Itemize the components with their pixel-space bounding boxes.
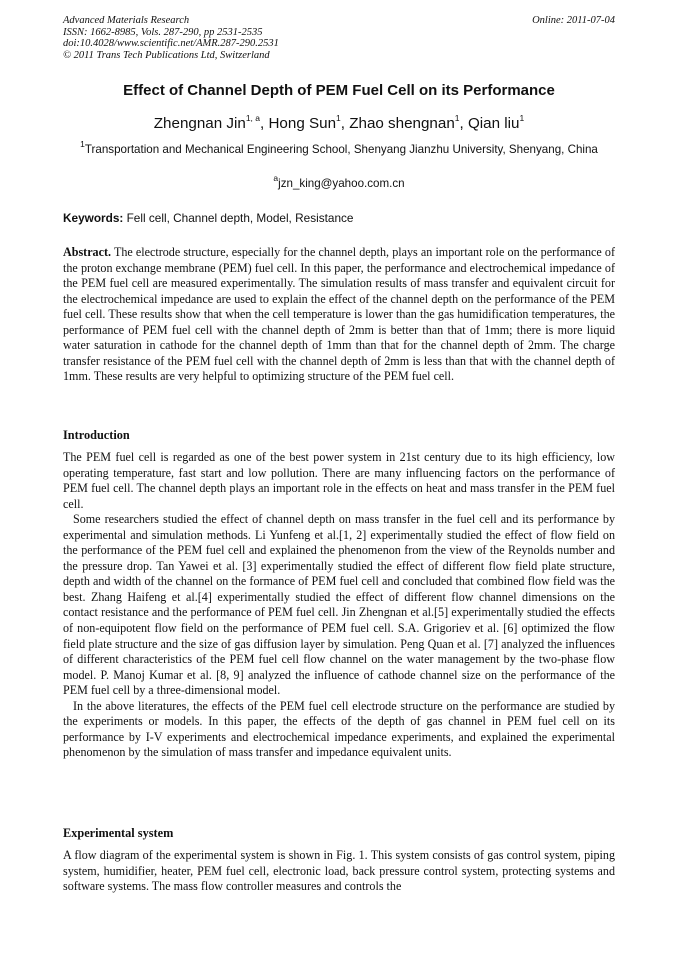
- doi-line: doi:10.4028/www.scientific.net/AMR.287-290.2531: [63, 38, 279, 49]
- journal-header: [63, 15, 615, 61]
- abstract-text: The electrode structure, especially for the channel depth, plays an important role on the performance of the proton exchange membrane (PEM) fuel cell. In this paper, the performance and electrochemical impedance of the PEM fuel cell are measured experimentally. The simulation results of mass transfer and equivalent circuit for the electrochemical impedance are used to explain the effect of the channel depth on the performance of the PEM fuel cell. These results show that when the cell temperature is lower than the gas humidification temperatures, the performance of PEM fuel cell with the channel depth of 2mm is better than that of 1mm; there is more liquid water saturation in cathode for the channel depth of 1mm than that for the channel depth of 2mm. The charge transfer resistance of the PEM fuel cell with the channel depth of 2mm is less than that with the channel depth of 1mm. These results are very helpful to optimizing structure of the PEM fuel cell.: [63, 245, 615, 384]
- experimental-body: [63, 848, 615, 895]
- abstract: [63, 245, 615, 385]
- journal-name: Advanced Materials Research: [63, 15, 190, 26]
- author-list: [40, 114, 638, 132]
- copyright-line: © 2011 Trans Tech Publications Ltd, Switzerland: [63, 49, 270, 61]
- keywords-text: Fell cell, Channel depth, Model, Resistance: [123, 211, 354, 225]
- intro-paragraph: The PEM fuel cell is regarded as one of the best power system in 21st century due to its high efficiency, low operating temperature, fast start and low pollution. There are many influencing factors on the performance of PEM fuel cell. The channel depth plays an important role in the effects on heat and mass transfer in the PEM fuel cell.: [63, 450, 615, 511]
- experimental-paragraph: A flow diagram of the experimental system is shown in Fig. 1. This system consists of gas control system, piping system, humidifier, heater, PEM fuel cell, electronic load, back pressure control system, protecting systems and software systems. The mass flow controller measures and controls the: [63, 848, 615, 894]
- paper-title: Effect of Channel Depth of PEM Fuel Cell on its Performance: [123, 82, 555, 99]
- author-email: $^a$jzn_king@yahoo.com.cn: [273, 173, 405, 190]
- keywords-label: Keywords:: [63, 211, 124, 225]
- section-heading-introduction: Introduction: [63, 428, 130, 442]
- intro-paragraph: Some researchers studied the effect of channel depth on mass transfer in the fuel cell and its performance by experimental and simulation methods. Li Yunfeng et al.[1, 2] experimentally studied the effect of flow field on the performance of the PEM fuel cell and explained the phenomenon from the view of the Reynolds number and the pressure drop. Tan Yawei et al. [3] experimentally studied the effect of different flow field plate structure, depth and width of the channel on the formance of PEM fuel cell and concluded that combined flow field was the best. Zhang Haifeng et al.[4] experimentally studied the effect of different flow channel dimensions on the contact resistance and the performance of PEM fuel cell. Jin Zhengnan et al.[5] experimentally studied the effects of non-equipotent flow field on the performance of PEM fuel cell. S.A. Grigoriev et al. [6] optimized the flow field plate structure and the size of gas diffusion layer by simulation. Peng Quan et al. [7] analyzed the influences of different characteristics of the PEM fuel cell flow channel on the water management by the two-phase flow model. P. Manoj Kumar et al. [8, 9] analyzed the influence of cathode channel size on the performance of the PEM fuel cell by a three-dimensional model.: [63, 512, 615, 698]
- section-heading-experimental: Experimental system: [63, 826, 174, 840]
- introduction-body: [63, 450, 615, 761]
- author: Qian liu$^1$: [467, 113, 525, 133]
- abstract-label: Abstract.: [63, 245, 112, 259]
- issn-line: ISSN: 1662-8985, Vols. 287-290, pp 2531-2535: [63, 26, 263, 38]
- intro-paragraph: In the above literatures, the effects of the PEM fuel cell electrode structure on the performance are studied by the experiments or models. In this paper, the effects of the depth of gas channel in PEM fuel cell on its performance by I-V experiments and electrochemical impedance experiments, and explained the experimental phenomenon by the simulation of mass transfer and impedance equivalent units.: [63, 698, 615, 760]
- author: Hong Sun$^1$,: [268, 113, 350, 133]
- affiliation: $^1$Transportation and Mechanical Engineering School, Shenyang Jianzhu University, Shenyang, China: [80, 139, 598, 156]
- author: Zhengnan Jin$^{1, a}$,: [153, 113, 269, 133]
- online-date: Online: 2011-07-04: [532, 15, 615, 26]
- author: Zhao shengnan$^1$,: [349, 113, 468, 133]
- keywords: [63, 211, 615, 225]
